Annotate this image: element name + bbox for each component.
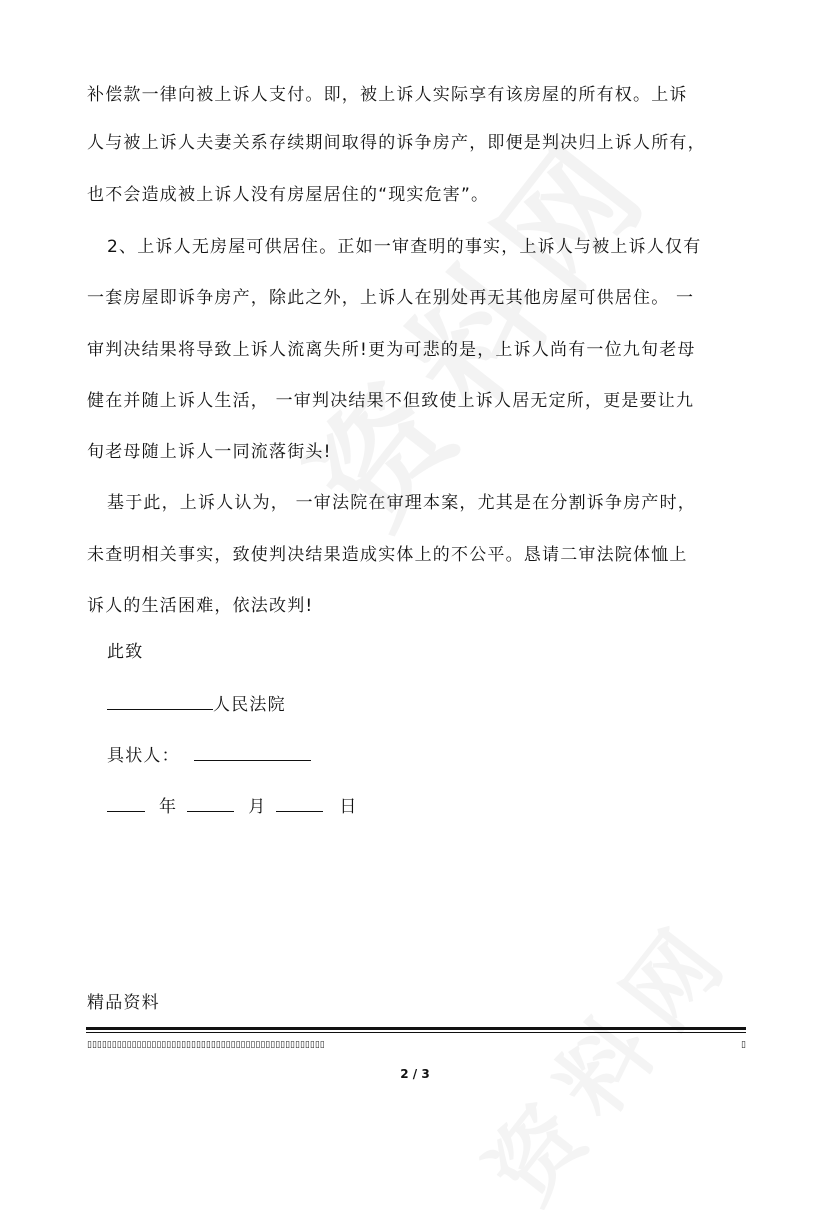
footer-rule-thin <box>86 1032 746 1033</box>
court-suffix: 人民法院 <box>213 695 286 715</box>
body-line-3: 也不会造成被上诉人没有房屋居住的“现实危害”。 <box>87 185 490 205</box>
body-line-7: 健在并随上诉人生活， 一审判决结果不但致使上诉人居无定所，更是要让九 <box>87 391 695 411</box>
body-line-2: 人与被上诉人夫妻关系存续期间取得的诉争房产，即便是判决归上诉人所有， <box>87 133 706 153</box>
body-line-5: 一套房屋即诉争房产，除此之外，上诉人在别处再无其他房屋可供居住。 一 <box>87 288 695 308</box>
signer-blank <box>194 742 311 761</box>
body-line-9: 基于此，上诉人认为， 一审法院在审理本案，尤其是在分割诉争房产时， <box>107 493 697 513</box>
body-line-10: 未查明相关事实，致使判决结果造成实体上的不公平。恳请二审法院体恤上 <box>87 545 688 565</box>
month-blank <box>187 793 234 812</box>
signer-label: 具状人： <box>107 746 180 766</box>
signer-line <box>107 742 311 768</box>
year-label: 年 <box>159 797 178 817</box>
day-blank <box>276 793 323 812</box>
court-name-blank <box>107 691 213 710</box>
page-number: 2 / 3 <box>400 1067 430 1081</box>
body-line-6: 审判决结果将导致上诉人流离失所!更为可悲的是，上诉人尚有一位九旬老母 <box>87 340 696 360</box>
salutation: 此致 <box>107 642 144 662</box>
body-line-1: 补偿款一律向被上诉人支付。即，被上诉人实际享有该房屋的所有权。上诉 <box>87 85 688 105</box>
year-blank <box>107 793 145 812</box>
footer-label: 精品资料 <box>87 993 160 1013</box>
month-label: 月 <box>248 797 267 817</box>
footer-tiny-left: ▯▯▯▯▯▯▯▯▯▯▯▯▯▯▯▯▯▯▯▯▯▯▯▯▯▯▯▯▯▯▯▯▯▯▯▯▯▯▯▯▯▯▯▯▯▯▯▯ <box>87 1040 325 1050</box>
footer-tiny-right: ▯ <box>741 1040 746 1050</box>
day-label: 日 <box>339 797 358 817</box>
footer-rule-thick <box>86 1027 746 1030</box>
watermark <box>263 89 687 559</box>
date-line <box>107 793 358 819</box>
court-line <box>107 691 286 717</box>
body-line-11: 诉人的生活困难，依法改判! <box>87 596 314 616</box>
body-line-4: 2、上诉人无房屋可供居住。正如一审查明的事实，上诉人与被上诉人仅有 <box>107 237 702 257</box>
body-line-8: 旬老母随上诉人一同流落街头! <box>87 442 332 462</box>
